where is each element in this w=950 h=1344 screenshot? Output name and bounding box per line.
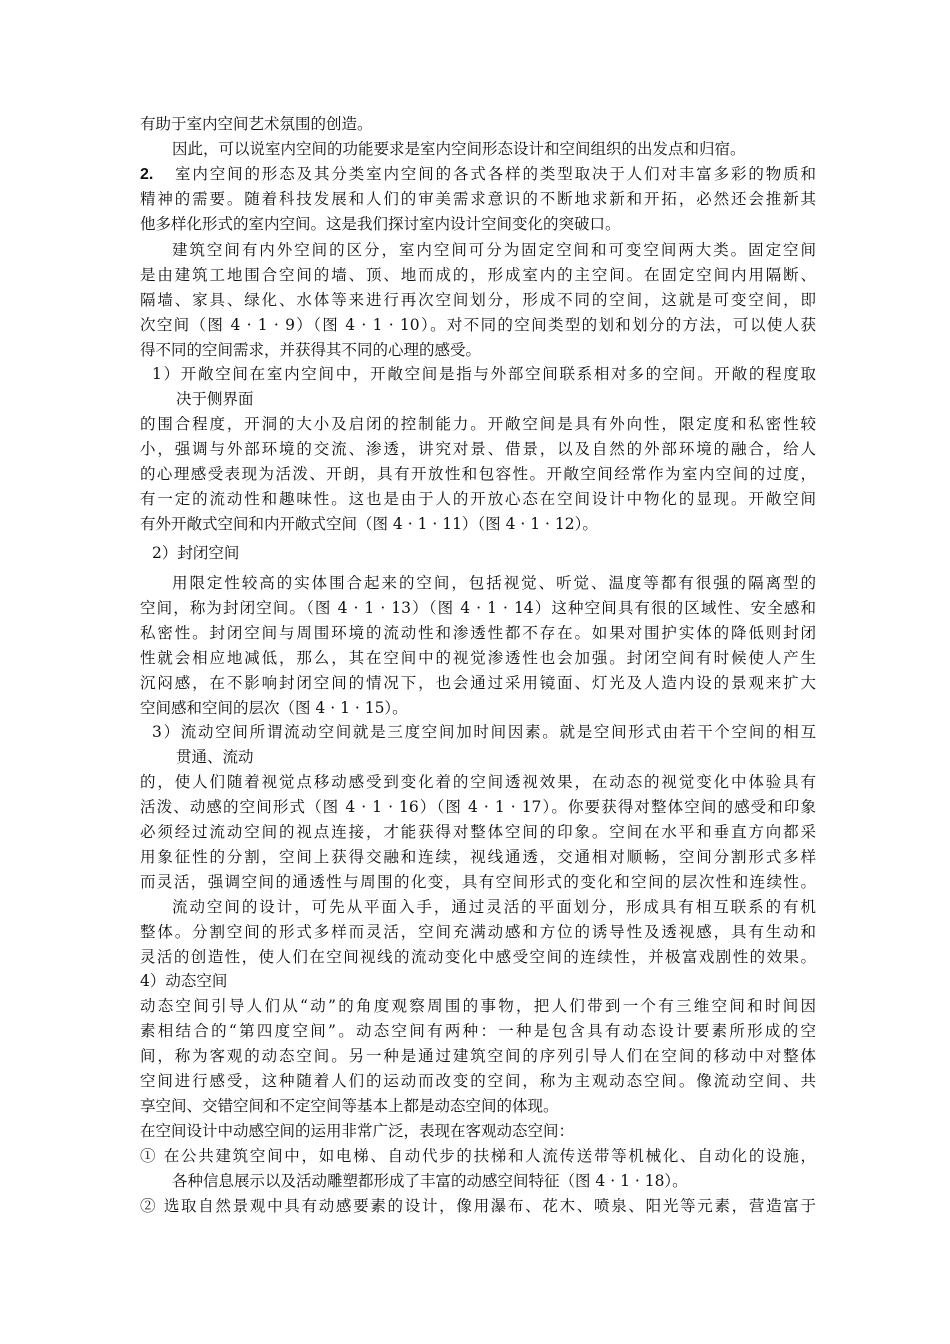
text-line: 次空间（图 4 · 1 · 9）（图 4 · 1 · 10）。对不同的空间类型的划和划分的方法，可以使人获 (140, 316, 816, 334)
text-line: 有一定的流动性和趣味性。这也是由于人的开放心态在空间设计中物化的显现。开敞空间 (140, 490, 816, 508)
text-line: 3）流动空间所谓流动空间就是三度空间加时间因素。就是空间形式由若干个空间的相互 (152, 723, 816, 741)
text-line: 1）开敞空间在室内空间中，开敞空间是指与外部空间联系相对多的空间。开敞的程度取 (152, 365, 816, 383)
text-line: 有助于室内空间艺术氛围的创造。 (140, 115, 373, 133)
text-line: 灵活的创造性，使人们在空间视线的流动变化中感受空间的连续性，并极富戏剧性的效果。 (140, 948, 816, 966)
text-line: 空间感和空间的层次（图 4 · 1 · 15）。 (140, 699, 408, 717)
text-line: 得不同的空间需求，并获得其不同的心理的感受。 (140, 341, 482, 359)
text-line: 精神的需要。随着科技发展和人们的审美需求意识的不断地求新和开拓，必然还会推新其 (140, 190, 816, 208)
text-line: 素相结合的“第四度空间”。动态空间有两种：一种是包含具有动态设计要素所形成的空 (140, 1022, 816, 1040)
text-line: 沉闷感，在不影响封闭空间的情况下，也会通过采用镜面、灯光及人造内设的景观来扩大 (140, 674, 816, 692)
text-line: 在空间设计中动感空间的运用非常广泛，表现在客观动态空间： (140, 1122, 575, 1140)
text-line: 各种信息展示以及活动雕塑都形成了丰富的动感空间特征（图 4 · 1 · 18）。 (172, 1172, 688, 1190)
text-line: 必须经过流动空间的视点连接，才能获得对整体空间的印象。空间在水平和垂直方向都采 (140, 823, 816, 841)
text-line: 的心理感受表现为活泼、开朗，具有开放性和包容性。开敞空间经常作为室内空间的过度， (140, 465, 816, 483)
text-line: 决于侧界面 (176, 390, 254, 408)
text-line: 活泼、动感的空间形式（图 4 · 1 · 16）（图 4 · 1 · 17）。你要获得对整体空间的感受和印象 (140, 798, 816, 816)
text-line: 而灵活，强调空间的通透性与周围的化变，具有空间形式的变化和空间的层次性和连续性。 (140, 873, 816, 891)
text-line: 贯通、流动 (176, 748, 254, 766)
list-item: ② 选取自然景观中具有动感要素的设计，像用瀑布、花木、喷泉、阳光等元素，营造富于 (140, 1197, 816, 1215)
text-line: 间，称为客观的动态空间。另一种是通过建筑空间的序列引导人们在空间的移动中对整体 (140, 1047, 816, 1065)
text-line: 用象征性的分割，空间上获得交融和连续，视线通透，交通相对顺畅，空间分割形式多样 (140, 848, 816, 866)
text-line: 隔墙、家具、绿化、水体等来进行再次空间划分，形成不同的空间，这就是可变空间，即 (140, 291, 816, 309)
text-line: 享空间、交错空间和不定空间等基本上都是动态空间的体现。 (140, 1097, 559, 1115)
list-item: ① 在公共建筑空间中，如电梯、自动代步的扶梯和人流传送带等机械化、自动化的设施， (140, 1147, 816, 1165)
text-line: 流动空间的设计，可先从平面入手，通过灵活的平面划分，形成具有相互联系的有机 (172, 898, 816, 916)
section-number: 2. (140, 166, 154, 183)
text-line: 的围合程度，开洞的大小及启闭的控制能力。开敞空间是具有外向性，限定度和私密性较 (140, 415, 816, 433)
text-line: 室内空间的形态及其分类室内空间的各式各样的类型取决于人们对丰富多彩的物质和 (175, 165, 816, 183)
text-line: 他多样化形式的室内空间。这是我们探讨室内设计空间变化的突破口。 (140, 215, 621, 233)
text-line: 2）封闭空间 (152, 544, 240, 562)
text-line: 建筑空间有内外空间的区分，室内空间可分为固定空间和可变空间两大类。固定空间 (172, 241, 816, 259)
text-line: 4）动态空间 (140, 972, 228, 990)
text-line: 空间，称为封闭空间。（图 4 · 1 · 13）（图 4 · 1 · 14）这种空间具有很的区域性、安全感和 (140, 599, 816, 617)
text-line: 动态空间引导人们从“动”的角度观察周围的事物，把人们带到一个有三维空间和时间因 (140, 997, 816, 1015)
text-line: 空间进行感受，这种随着人们的运动而改变的空间，称为主观动态空间。像流动空间、共 (140, 1072, 816, 1090)
text-line: 因此，可以说室内空间的功能要求是室内空间形态设计和空间组织的出发点和归宿。 (172, 140, 746, 158)
text-line: 的，使人们随着视觉点移动感受到变化着的空间透视效果，在动态的视觉变化中体验具有 (140, 773, 816, 791)
text-line: 是由建筑工地围合空间的墙、顶、地而成的，形成室内的主空间。在固定空间内用隔断、 (140, 266, 816, 284)
text-line: 整体。分割空间的形式多样而灵活，空间充满动感和方位的诱导性及透视感，具有生动和 (140, 923, 816, 941)
text-line: 私密性。封闭空间与周围环境的流动性和渗透性都不存在。如果对围护实体的降低则封闭 (140, 624, 816, 642)
text-line: 小，强调与外部环境的交流、渗透，讲究对景、借景，以及自然的外部环境的融合，给人 (140, 440, 816, 458)
text-line: 有外开敞式空间和内开敞式空间（图 4 · 1 · 11）（图 4 · 1 · 12）。 (140, 515, 598, 533)
text-line: 性就会相应地减低，那么，其在空间中的视觉渗透性也会加强。封闭空间有时候使人产生 (140, 649, 816, 667)
text-line: 用限定性较高的实体围合起来的空间，包括视觉、听觉、温度等都有很强的隔离型的 (172, 574, 816, 592)
